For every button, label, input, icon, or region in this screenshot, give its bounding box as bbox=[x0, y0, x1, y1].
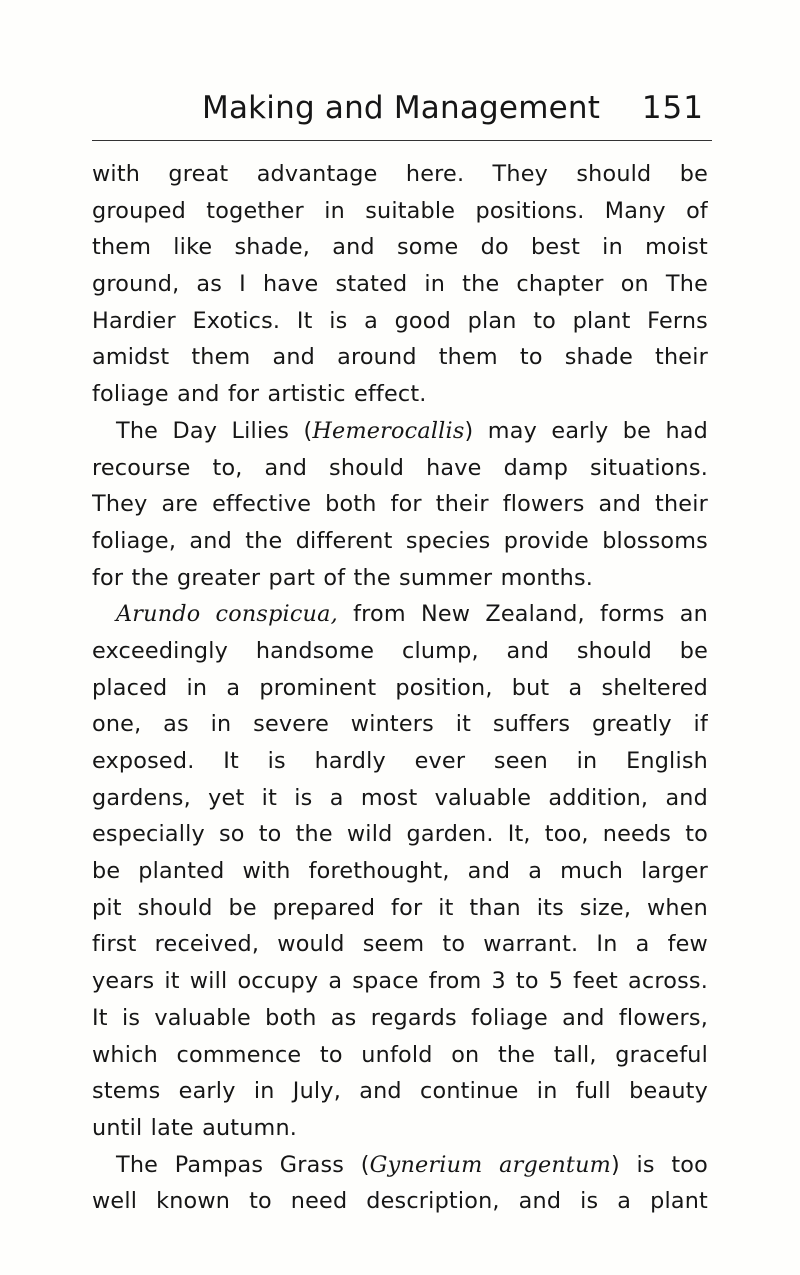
text-line: They are effective both for their flowers and their bbox=[92, 491, 708, 518]
text-line-mixed bbox=[92, 1147, 708, 1184]
page-header bbox=[92, 86, 712, 138]
text-line: recourse to, and should have damp situations. bbox=[92, 454, 708, 481]
text-line: foliage, and the different species provide blossoms bbox=[92, 527, 708, 554]
text-run: The Pampas Grass ( bbox=[116, 1151, 370, 1178]
body-text bbox=[92, 156, 708, 1220]
text-run: ) is too bbox=[610, 1151, 708, 1178]
text-line-mixed bbox=[92, 596, 708, 633]
text-line: grouped together in suitable positions. Many of bbox=[92, 197, 708, 224]
text-line: which commence to unfold on the tall, graceful bbox=[92, 1041, 708, 1068]
text-line: amidst them and around them to shade their bbox=[92, 344, 708, 371]
italic-species-name: Arundo conspicua, bbox=[116, 601, 338, 628]
page-number: 151 bbox=[641, 90, 704, 126]
text-line: be planted with forethought, and a much larger bbox=[92, 858, 708, 885]
text-line: with great advantage here. They should be bbox=[92, 161, 708, 187]
text-line: until late autumn. bbox=[92, 1114, 298, 1141]
text-line: Hardier Exotics. It is a good plan to plant Ferns bbox=[92, 307, 708, 334]
text-line: It is valuable both as regards foliage and flowers, bbox=[92, 1004, 708, 1031]
text-line: years it will occupy a space from 3 to 5 feet across. bbox=[92, 968, 708, 995]
running-title: Making and Management bbox=[202, 90, 601, 126]
text-line: placed in a prominent position, but a sheltered bbox=[92, 674, 708, 701]
text-line: one, as in severe winters it suffers greatly if bbox=[92, 711, 708, 738]
text-line: ground, as I have stated in the chapter on The bbox=[92, 271, 708, 298]
header-rule bbox=[92, 140, 712, 141]
text-run: ) may early be had bbox=[464, 417, 708, 444]
text-line: pit should be prepared for it than its size, when bbox=[92, 894, 708, 921]
text-line: foliage and for artistic effect. bbox=[92, 381, 427, 408]
text-line: well known to need description, and is a plant bbox=[92, 1188, 708, 1215]
italic-species-name: Gynerium argentum bbox=[369, 1151, 611, 1178]
text-line: for the greater part of the summer months. bbox=[92, 564, 594, 591]
text-line: them like shade, and some do best in moist bbox=[92, 234, 708, 261]
text-line: first received, would seem to warrant. In a few bbox=[92, 931, 708, 958]
text-run: from New Zealand, forms an bbox=[337, 601, 708, 628]
text-line: stems early in July, and continue in full beauty bbox=[92, 1078, 708, 1105]
text-line: exceedingly handsome clump, and should be bbox=[92, 637, 708, 664]
text-line: especially so to the wild garden. It, too, needs to bbox=[92, 821, 708, 848]
text-line-mixed bbox=[92, 413, 708, 450]
text-line: exposed. It is hardly ever seen in English bbox=[92, 748, 708, 774]
text-line: gardens, yet it is a most valuable addition, and bbox=[92, 784, 708, 811]
italic-genus-name: Hemerocallis bbox=[312, 417, 465, 444]
text-run: The Day Lilies ( bbox=[116, 417, 313, 444]
